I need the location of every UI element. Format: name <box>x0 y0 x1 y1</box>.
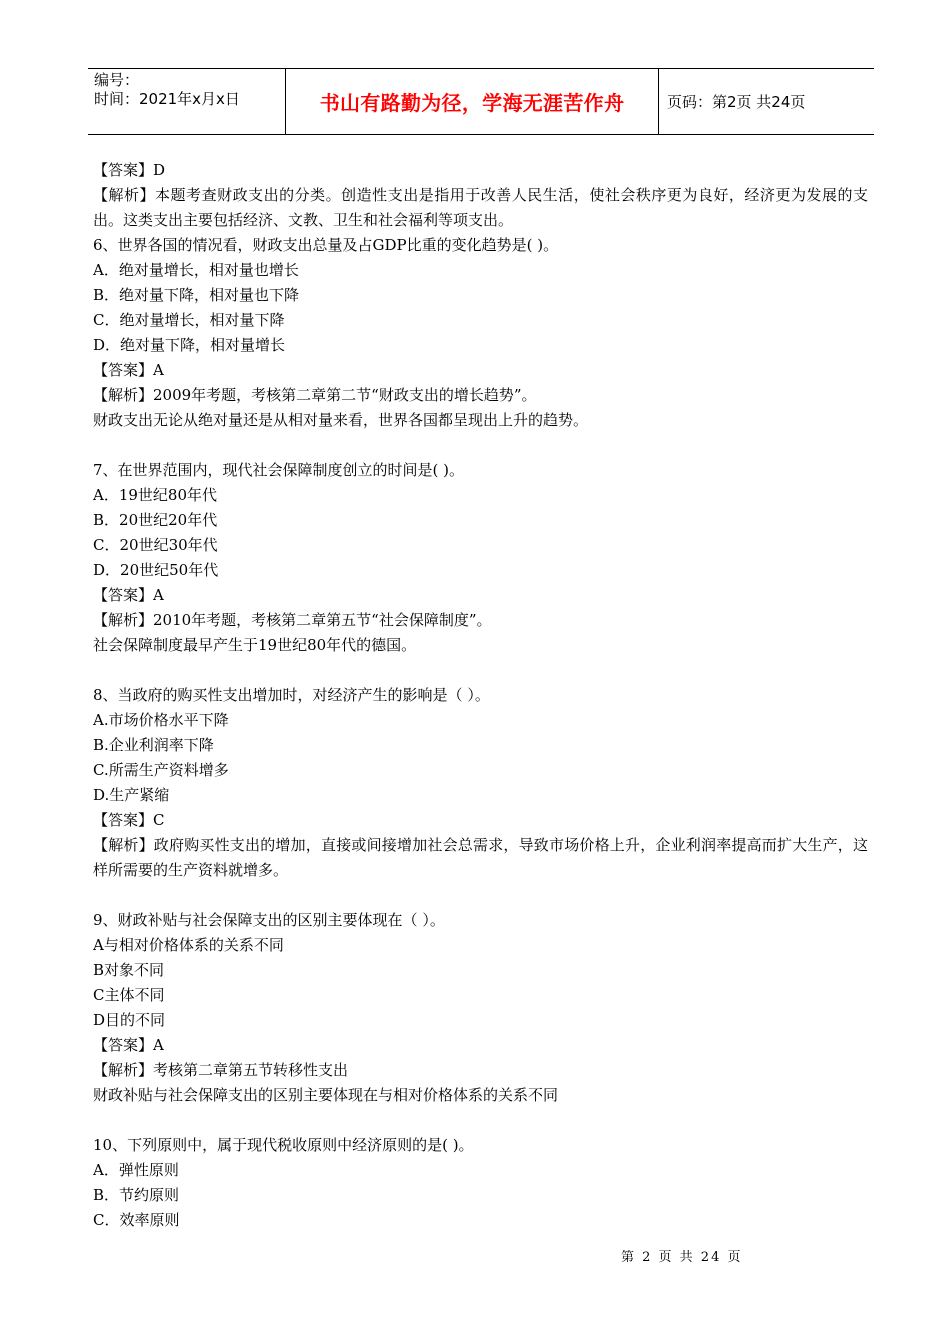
option-q8-d: D.生产紧缩 <box>93 786 170 804</box>
option-q9-d: D目的不同 <box>93 1011 166 1029</box>
document-body <box>93 158 868 1233</box>
spacer <box>93 883 868 908</box>
question-10: 10、下列原则中，属于现代税收原则中经济原则的是( )。 <box>93 1136 474 1154</box>
analysis-q8: 【解析】政府购买性支出的增加，直接或间接增加社会总需求，导致市场价格上升，企业利润率提高而扩大生产，这样所需要的生产资料就增多。 <box>93 836 868 879</box>
page-footer: 第 2 页 共 24 页 <box>621 1250 743 1265</box>
spacer <box>93 1108 868 1133</box>
question-7: 7、在世界范围内，现代社会保障制度创立的时间是( )。 <box>93 461 465 479</box>
header-motto-cell <box>286 69 659 134</box>
header-page-cell <box>659 69 874 134</box>
option-q8-c: C.所需生产资料增多 <box>93 761 229 779</box>
analysis-q5: 【解析】本题考查财政支出的分类。创造性支出是指用于改善人民生活，使社会秩序更为良好，经济更为发展的支出。这类支出主要包括经济、文教、卫生和社会福利等项支出。 <box>93 186 868 229</box>
question-8: 8、当政府的购买性支出增加时，对经济产生的影响是（ ）。 <box>93 686 490 704</box>
option-q7-d: D．20世纪50年代 <box>93 561 219 579</box>
answer-q6: 【答案】A <box>93 361 164 379</box>
option-q9-c: C主体不同 <box>93 986 165 1004</box>
spacer <box>93 658 868 683</box>
note-q6: 财政支出无论从绝对量还是从相对量来看，世界各国都呈现出上升的趋势。 <box>93 411 589 429</box>
answer-q5: 【答案】D <box>93 161 166 179</box>
analysis-q6: 【解析】2009年考题，考核第二章第二节“财政支出的增长趋势”。 <box>93 386 537 404</box>
number-label: 编号： <box>94 71 140 89</box>
page-header <box>88 68 874 135</box>
header-meta <box>88 69 286 134</box>
option-q8-a: A.市场价格水平下降 <box>93 711 229 729</box>
analysis-q9: 【解析】考核第二章第五节转移性支出 <box>93 1061 349 1079</box>
option-q7-a: A．19世纪80年代 <box>93 486 218 504</box>
answer-q8: 【答案】C <box>93 811 165 829</box>
answer-q9: 【答案】A <box>93 1036 164 1054</box>
answer-q7: 【答案】A <box>93 586 164 604</box>
note-q7: 社会保障制度最早产生于19世纪80年代的德国。 <box>93 636 417 654</box>
option-q7-c: C．20世纪30年代 <box>93 536 218 554</box>
option-q6-b: B．绝对量下降，相对量也下降 <box>93 286 300 304</box>
option-q7-b: B．20世纪20年代 <box>93 511 218 529</box>
page-label: 页码：第2页 共24页 <box>667 93 806 111</box>
time-label: 时间：2021年x月x日 <box>94 90 240 108</box>
option-q6-c: C．绝对量增长，相对量下降 <box>93 311 285 329</box>
motto: 书山有路勤为径，学海无涯苦作舟 <box>319 91 625 115</box>
option-q10-b: B．节约原则 <box>93 1186 180 1204</box>
option-q6-d: D．绝对量下降，相对量增长 <box>93 336 286 354</box>
analysis-q7: 【解析】2010年考题，考核第二章第五节“社会保障制度”。 <box>93 611 492 629</box>
option-q6-a: A．绝对量增长，相对量也增长 <box>93 261 299 279</box>
option-q10-a: A．弹性原则 <box>93 1161 179 1179</box>
option-q10-c: C．效率原则 <box>93 1211 180 1229</box>
note-q9: 财政补贴与社会保障支出的区别主要体现在与相对价格体系的关系不同 <box>93 1086 559 1104</box>
option-q9-a: A与相对价格体系的关系不同 <box>93 936 284 954</box>
question-6: 6、世界各国的情况看，财政支出总量及占GDP比重的变化趋势是( )。 <box>93 236 559 254</box>
spacer <box>93 433 868 458</box>
option-q9-b: B对象不同 <box>93 961 165 979</box>
question-9: 9、财政补贴与社会保障支出的区别主要体现在（ ）。 <box>93 911 445 929</box>
option-q8-b: B.企业利润率下降 <box>93 736 214 754</box>
